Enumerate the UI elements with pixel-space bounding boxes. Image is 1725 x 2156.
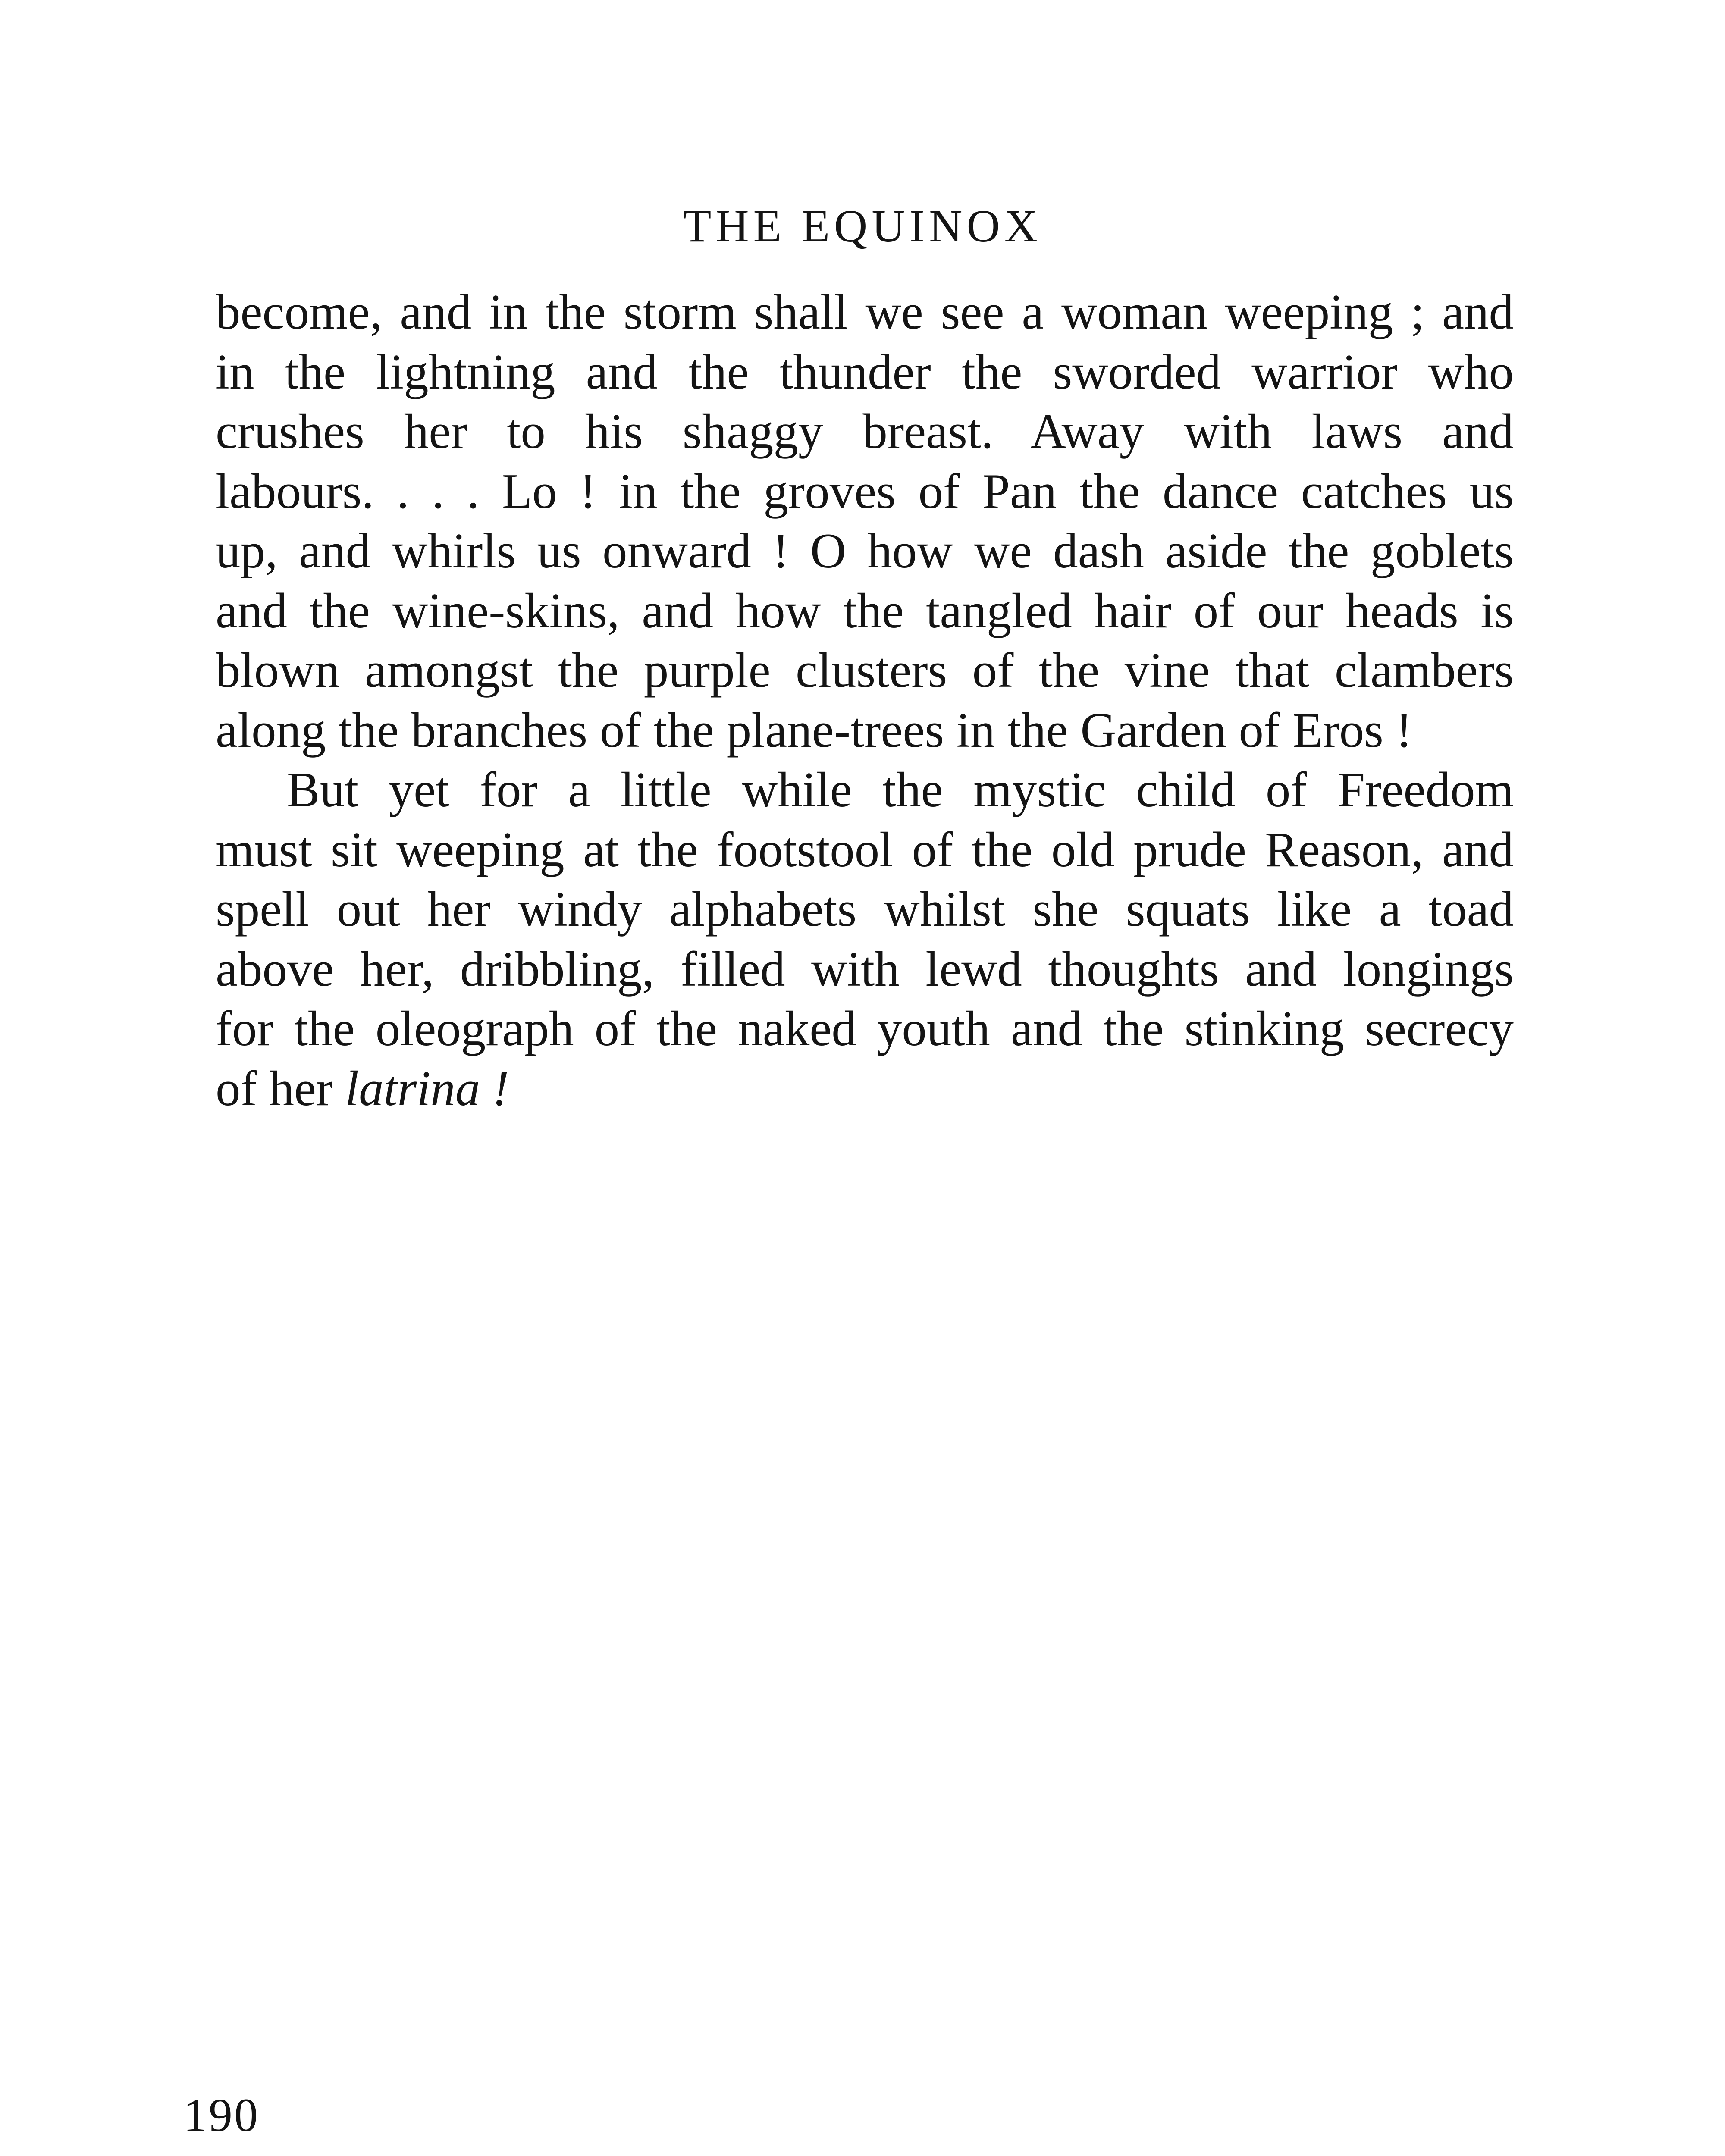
italic-word: latrina ! [345, 1061, 509, 1116]
paragraph-start-line: But yet for a little while the mystic child of Freedom [287, 762, 1514, 817]
text-line: crushes her to his shaggy breast. Away with laws and [216, 404, 1514, 459]
text-line: along the branches of the plane-trees in the Garden of Eros ! [216, 702, 1412, 758]
text-line: become, and in the storm shall we see a woman weeping ; and [216, 285, 1514, 339]
text-line: above her, dribbling, filled with lewd thoughts and longings [216, 941, 1514, 997]
text-line: blown amongst the purple clusters of the vine that clambers [216, 643, 1514, 698]
page-number: 190 [183, 2089, 260, 2141]
text-line: must sit weeping at the footstool of the old prude Reason, and [216, 822, 1514, 877]
text-line: for the oleograph of the naked youth and the stinking secrecy [216, 1001, 1514, 1056]
text-line: and the wine-skins, and how the tangled hair of our heads is [216, 583, 1514, 638]
body-text [216, 282, 1514, 1119]
text-line: labours. . . . Lo ! in the groves of Pan the dance catches us [216, 464, 1514, 519]
final-line-prefix: of her [216, 1061, 345, 1116]
text-line: spell out her windy alphabets whilst she squats like a toad [216, 882, 1514, 937]
final-text-line [216, 1059, 1514, 1119]
text-line: in the lightning and the thunder the sworded warrior who [216, 344, 1514, 399]
text-line: up, and whirls us onward ! O how we dash aside the goblets [216, 523, 1514, 578]
running-title: THE EQUINOX [683, 201, 1042, 252]
